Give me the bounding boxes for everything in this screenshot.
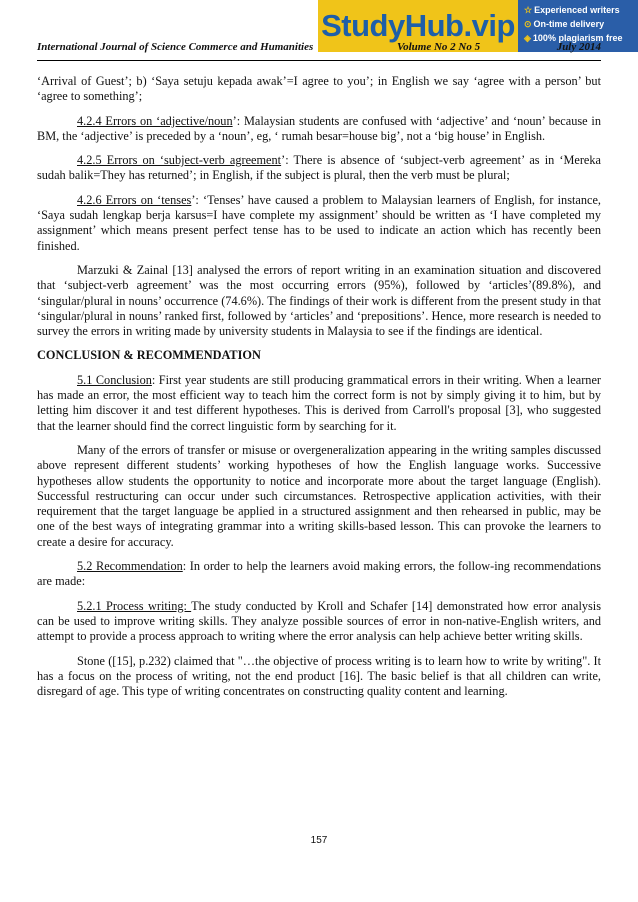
section-label: 4.2.5 Errors on ‘subject-verb agreement — [77, 153, 282, 168]
section-label: 5.1 Conclusion — [77, 372, 152, 387]
paragraph-4-2-5: 4.2.5 Errors on ‘subject-verb agreement’: There is absence of ‘subject-verb agreement’ as in ‘Mereka sudah balik=They has returned’; in English, if the subject is plural, then the verb must be plural; — [37, 153, 601, 183]
section-heading: CONCLUSION & RECOMMENDATION — [37, 348, 261, 363]
paragraph-4-2-4: 4.2.4 Errors on ‘adjective/noun’: Malaysian students are confused with ‘adjective’ and ‘noun’ because in BM, the ‘adjective’ is preceded by a ‘noun’, eg, ‘ rumah besar=house big’, not a ‘big house’ in English. — [37, 113, 601, 143]
paragraph-4-2-6: 4.2.6 Errors on ‘tenses’: ‘Tenses’ have caused a problem to Malaysian learners of English, for instance, ‘Saya sudah lengkap berja karsus=I have complete my assignment’ should be written as ‘I have completed my assignment’ which means present perfect tense has to be used to indicate an action which has recently been finished. — [37, 192, 601, 253]
section-label: 4.2.4 Errors on ‘adjective/noun — [77, 113, 233, 128]
journal-date: July 2014 — [556, 41, 601, 53]
paragraph-intro: ‘Arrival of Guest’; b) ‘Saya setuju kepada awak’=I agree to you’; in English we say ‘agree with a person’ but ‘agree to something’; — [37, 74, 601, 104]
section-label: 5.2.1 Process writing: — [77, 598, 192, 613]
feature-item: ◈ 100% plagiarism free — [524, 33, 623, 43]
page-number: 157 — [310, 835, 328, 846]
feature-item: ⊙ On-time delivery — [524, 19, 605, 29]
feature-item: ☆ Experienced writers — [524, 5, 620, 15]
paragraph-5-1: 5.1 Conclusion: First year students are still producing grammatical errors in their writing. When a learner has made an error, the most efficient way to teach him the correct form is not by simply giving it to him, but by letting him discover it and test different hypotheses. This is derived from Carroll's proposal [3], who suggested that the learner should find the correct linguistic form by searching for it. — [37, 372, 601, 433]
journal-title: International Journal of Science Commerce and Humanities — [37, 41, 314, 53]
section-label: 4.2.6 Errors on ‘tenses — [77, 192, 192, 207]
paragraph-5-2-1: 5.2.1 Process writing: The study conducted by Kroll and Schafer [14] demonstrated how error analysis can be used to improve writing skills. They analyze possible sources of error in non-native-English writers, and attempt to provide a process approach to writing where the error analysis can help achieve better writing skills. — [37, 598, 602, 644]
paragraph-many-errors: Many of the errors of transfer or misuse or overgeneralization appearing in the writing samples discussed above represent different students’ working hypotheses of how the English language works. Successive hypotheses allow students the opportunity to notice and incorporate more about the target language (English). Successful restructuring can occur under such circumstances. Retrospective application activities, with their requirement that the target language be applied in a structured assignment and then rehearsed in public, may be one of the best ways of integrating grammar into a writing skills-based lesson. This can provoke the learners to create a desire for accuracy. — [37, 442, 601, 549]
running-header — [37, 41, 601, 61]
journal-volume: Volume No 2 No 5 — [397, 41, 481, 53]
brand-logo: StudyHub.vip — [318, 0, 518, 52]
paragraph-stone: Stone ([15], p.232) claimed that "…the objective of process writing is to learn how to write by writing". It has a focus on the process of writing, not the end product [16]. The basic belief is that all children can write, disregard of age. This type of writing concentrates on constructing quality content and learning. — [37, 653, 601, 699]
page-body — [37, 74, 601, 708]
paragraph-marzuki: Marzuki & Zainal [13] analysed the errors of report writing in an examination situation and discovered that ‘subject-verb agreement’ was the most occurring errors (95%), followed by ‘articles’(89.8%), and ‘singular/plural in nouns’ occurrence (74.6%). The findings of their work is different from the present study in that ‘singular/plural in nouns’ ranked first, followed by ‘articles’ and ‘prepositions’. Hence, more research is needed to survey the errors in writing made by university students in Malaysia to see if the findings are identical. — [37, 262, 601, 339]
clock-icon: ⊙ — [524, 19, 532, 29]
star-icon: ☆ — [524, 5, 533, 15]
paragraph-5-2: 5.2 Recommendation: In order to help the learners avoid making errors, the follow-ing recommendations are made: — [37, 559, 601, 589]
shield-icon: ◈ — [524, 33, 531, 43]
section-label: 5.2 Recommendation — [77, 559, 183, 574]
